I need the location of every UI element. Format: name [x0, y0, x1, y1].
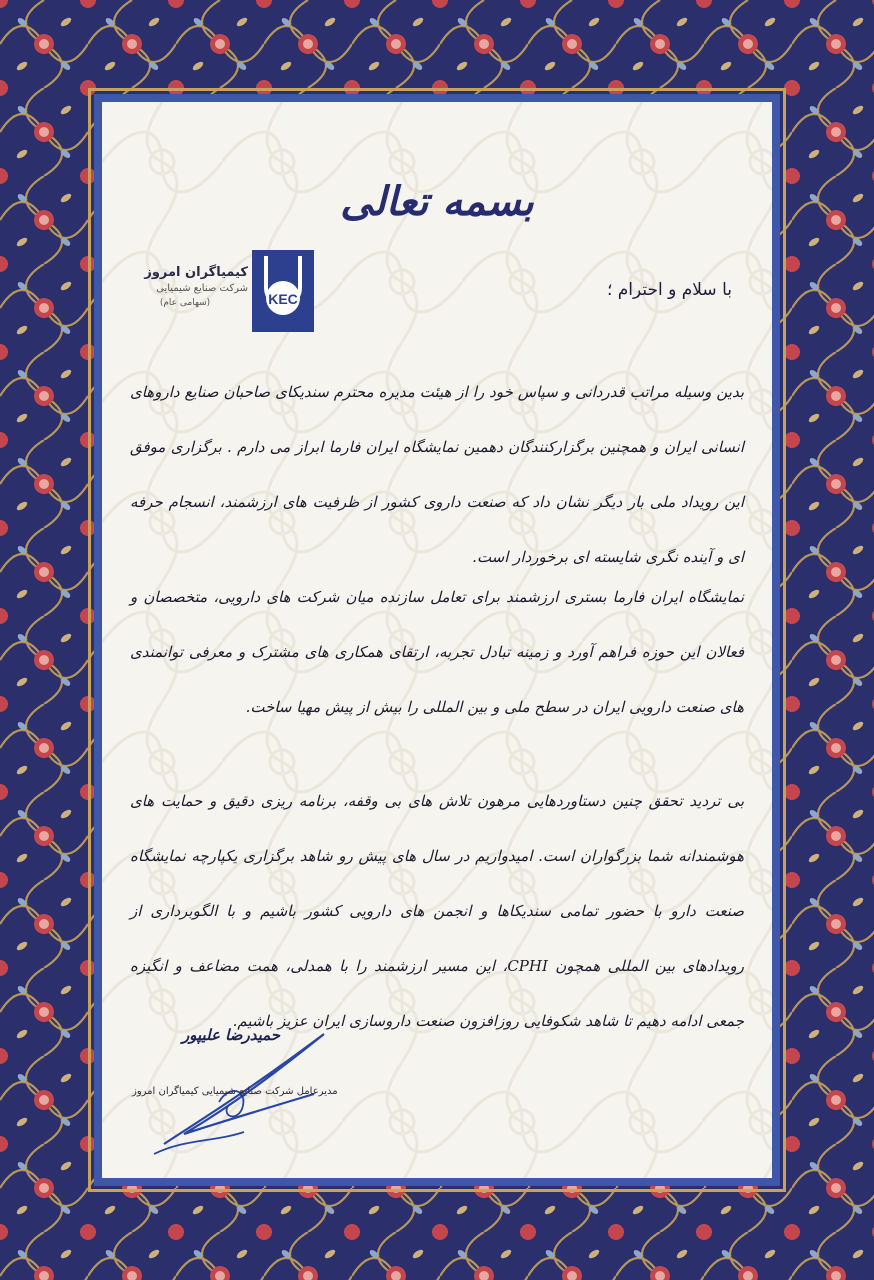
- logo-company-name: کیمیاگران امروز: [144, 265, 248, 280]
- logo-mark-text: KEC: [268, 291, 298, 307]
- kec-flask-icon: [252, 250, 314, 332]
- paragraph-2: نمایشگاه ایران فارما بستری ارزشمند برای تعامل سازنده میان شرکت های دارویی، متخصصان و فعالان این حوزه فراهم آورد و زمینه تبادل تجربه، ارتقای همکاری های مشترک و معرفی توانمندی های صنعت دارویی ایران در سطح ملی و بین المللی را بیش از پیش مهیا ساخت.: [130, 588, 744, 716]
- paragraph-3: بی تردید تحقق چنین دستاوردهایی مرهون تلاش های بی وقفه، برنامه ریزی دقیق و حمایت های هوشمندانه شما بزرگواران است. امیدواریم در سال های پیش رو شاهد برگزاری یکپارچه نمایشگاه صنعت دارو با حضور تمامی سندیکاها و انجمن های دارویی کشور باشیم و با الگوبرداری از رویدادهای بین المللی همچون CPHI، این مسیر ارزشمند را با همدلی، همت مضاعف و انگیزه جمعی ادامه دهیم تا شاهد شکوفایی روزافزون صنعت داروسازی ایران عزیز باشیم.: [130, 792, 744, 1030]
- company-logo: [122, 250, 312, 332]
- logo-company-subtitle: شرکت صنایع شیمیایی: [156, 283, 248, 294]
- signature-block: [124, 1014, 354, 1164]
- paragraph-1: بدین وسیله مراتب قدردانی و سپاس خود را از هیئت مدیره محترم سندیکای صاحبان صنایع داروهای انسانی ایران و همچنین برگزارکنندگان دهمین نمایشگاه ایران فارما ابراز می دارم . برگزاری موفق این رویداد ملی بار دیگر نشان داد که صنعت داروی کشور از ظرفیت های ارزشمند، انسجام حرفه ای و آینده نگری شایسته ای برخوردار است.: [130, 383, 744, 566]
- heading-bismillah: بسمه تعالی: [340, 178, 534, 225]
- letter-paper: [102, 102, 772, 1178]
- signatory-name: حمیدرضا علیپور: [182, 1026, 281, 1044]
- signatory-title: مدیرعامل شرکت صنایع شیمیایی کیمیاگران امروز: [132, 1086, 338, 1097]
- salutation: با سلام و احترام ؛: [606, 280, 732, 300]
- logo-company-type: (سهامی عام): [159, 298, 211, 308]
